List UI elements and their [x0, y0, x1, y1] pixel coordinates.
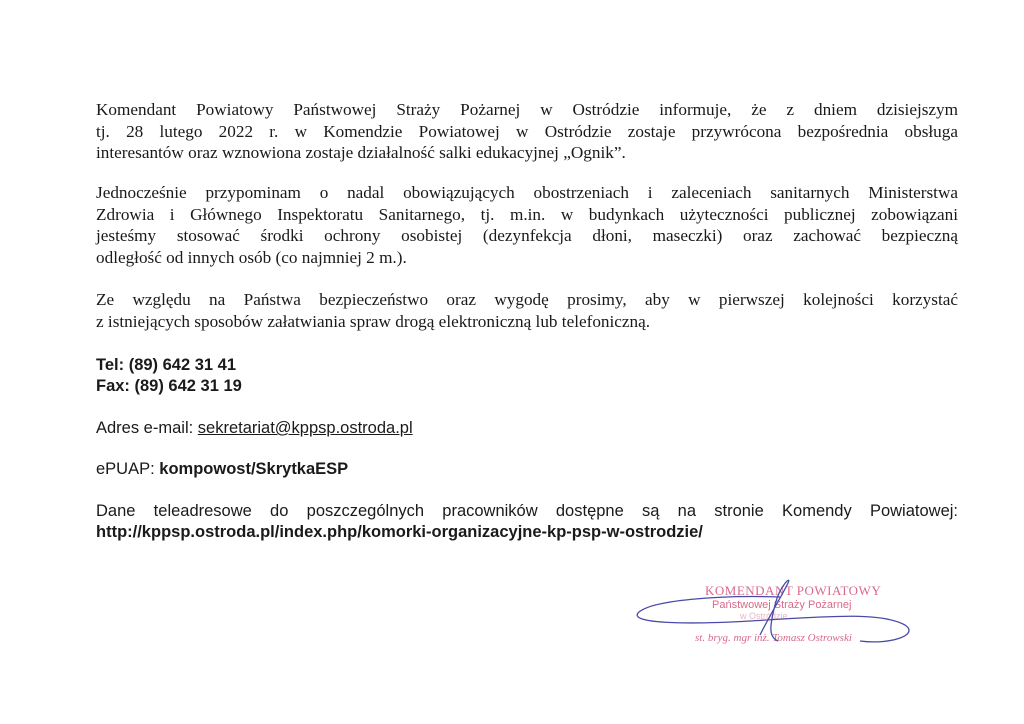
handwritten-signature [620, 575, 920, 655]
paragraph-electronic-contact [96, 289, 958, 332]
epuap-label: ePUAP: [96, 460, 160, 478]
staff-contact-url[interactable]: http://kppsp.ostroda.pl/index.php/komorki-organizacyjne-kp-psp-w-ostrodzie/ [96, 523, 703, 541]
text-line: odległość od innych osób (co najmniej 2 m.). [96, 247, 407, 267]
email-line [96, 418, 958, 439]
text-line: tj. 28 lutego 2022 r. w Komendzie Powiatowej w Ostródzie zostaje przywrócona bezpośrednia obsługa [96, 121, 958, 141]
staff-contact-text: Dane teleadresowe do poszczególnych pracowników dostępne są na stronie Komendy Powiatowej: [96, 502, 958, 520]
paragraph-announcement [96, 99, 958, 164]
stamp-institution: Państwowej Straży Pożarnej [712, 599, 852, 611]
stamp-title: KOMENDANT POWIATOWY [705, 583, 882, 598]
email-label: Adres e-mail: [96, 419, 198, 437]
phone-block [96, 355, 958, 397]
text-line: z istniejących sposobów załatwiania spraw drogą elektroniczną lub telefoniczną. [96, 311, 651, 331]
official-stamp-signature [620, 575, 920, 655]
stamp-location: w Ostródzie [740, 611, 788, 621]
staff-contact-block [96, 501, 958, 543]
fax-number: Fax: (89) 642 31 19 [96, 377, 242, 395]
text-line: jesteśmy stosować środki ochrony osobistej (dezynfekcja dłoni, maseczki) oraz zachować bezpieczną [96, 226, 958, 245]
text-line: interesantów oraz wznowiona zostaje działalność salki edukacyjnej „Ognik”. [96, 143, 626, 162]
text-line: Jednocześnie przypominam o nadal obowiązujących obostrzeniach i zaleceniach sanitarnych Ministerstwa [96, 183, 958, 202]
tel-number: Tel: (89) 642 31 41 [96, 356, 237, 374]
epuap-line [96, 459, 958, 480]
text-line: Zdrowia i Głównego Inspektoratu Sanitarnego, tj. m.in. w budynkach użyteczności publicznej zobowiązani [96, 204, 958, 224]
text-line: Komendant Powiatowy Państwowej Straży Pożarnej w Ostródzie informuje, że z dniem dzisiejszym [96, 100, 958, 119]
text-line: Ze względu na Państwa bezpieczeństwo oraz wygodę prosimy, aby w pierwszej kolejności korzystać [96, 290, 958, 309]
paragraph-sanitary-reminder [96, 182, 958, 268]
epuap-address: kompowost/SkrytkaESP [159, 460, 349, 478]
email-link[interactable]: sekretariat@kppsp.ostroda.pl [197, 419, 413, 437]
stamp-signatory: st. bryg. mgr inż. Tomasz Ostrowski [695, 632, 852, 644]
